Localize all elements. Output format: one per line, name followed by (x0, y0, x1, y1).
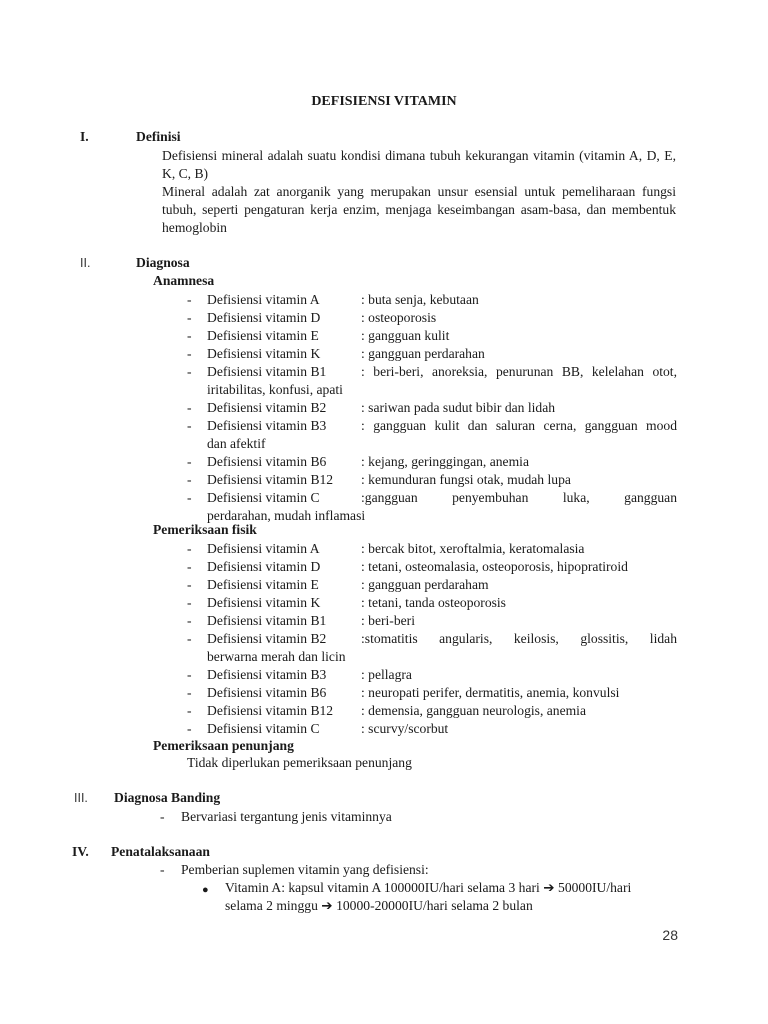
list-item (187, 417, 677, 451)
bullet-icon: ● (202, 884, 209, 896)
deficiency-description-continued: iritabilitas, konfusi, apati (207, 382, 343, 397)
list-item (187, 453, 677, 471)
vitamin-name: Defisiensi vitamin A (207, 292, 320, 307)
section-3-text: Bervariasi tergantung jenis vitaminnya (181, 809, 392, 824)
deficiency-description: : beri-beri, anoreksia, penurunan BB, kelelahan otot, (361, 364, 677, 379)
deficiency-description: : scurvy/scorbut (361, 721, 449, 736)
definition-paragraph-1: Defisiensi mineral adalah suatu kondisi dimana tubuh kekurangan vitamin (vitamin A, D, E, K, C, B) (162, 148, 676, 181)
vitamin-name: Defisiensi vitamin B6 (207, 685, 327, 700)
deficiency-description-continued: perdarahan, mudah inflamasi (207, 508, 366, 523)
deficiency-description: : demensia, gangguan neurologis, anemia (361, 703, 586, 718)
list-item (187, 666, 677, 684)
list-item (187, 594, 677, 612)
vitamin-name: Defisiensi vitamin C (207, 721, 320, 736)
list-item (187, 540, 677, 558)
section-1-heading: Definisi (136, 129, 181, 144)
pemeriksaan-penunjang-heading: Pemeriksaan penunjang (153, 738, 294, 753)
vitamin-name: Defisiensi vitamin B1 (207, 364, 327, 379)
deficiency-description: : kejang, geringgingan, anemia (361, 454, 529, 469)
deficiency-description: : gangguan perdarahan (361, 346, 485, 361)
list-dash: - (187, 472, 192, 487)
vitamin-name: Defisiensi vitamin B3 (207, 667, 327, 682)
list-item (187, 558, 677, 576)
vitamin-a-duration: selama 2 minggu (225, 898, 318, 913)
list-dash: - (187, 454, 192, 469)
vitamin-name: Defisiensi vitamin B2 (207, 631, 327, 646)
section-2-number: II. (80, 256, 91, 270)
deficiency-description: : osteoporosis (361, 310, 437, 325)
vitamin-name: Defisiensi vitamin B1 (207, 613, 327, 628)
arrow-right-icon: ➔ (543, 880, 555, 895)
list-dash: - (187, 559, 192, 574)
vitamin-name: Defisiensi vitamin D (207, 310, 321, 325)
list-item (187, 684, 677, 702)
list-dash: - (187, 577, 192, 592)
section-4-text: Pemberian suplemen vitamin yang defisiensi: (181, 862, 429, 877)
page-number: 28 (662, 927, 678, 943)
vitamin-name: Defisiensi vitamin E (207, 577, 319, 592)
list-item (187, 630, 677, 664)
vitamin-name: Defisiensi vitamin B6 (207, 454, 327, 469)
vitamin-name: Defisiensi vitamin K (207, 595, 321, 610)
list-dash: - (187, 364, 192, 379)
deficiency-description: : buta senja, kebutaan (361, 292, 479, 307)
list-item (187, 291, 677, 309)
vitamin-name: Defisiensi vitamin B12 (207, 703, 334, 718)
definition-paragraph-2: Mineral adalah zat anorganik yang merupakan unsur esensial untuk pemeliharaan fungsi tubuh, seperti pengaturan kerja enzim, menjaga keseimbangan asam-basa, dan membentuk hemoglobin (162, 184, 676, 235)
deficiency-description: : gangguan kulit (361, 328, 450, 343)
vitamin-a-dose-1: Vitamin A: kapsul vitamin A 100000IU/hari selama 3 hari (225, 880, 540, 895)
list-dash: - (187, 721, 192, 736)
deficiency-description: : bercak bitot, xeroftalmia, keratomalasia (361, 541, 585, 556)
section-3-heading: Diagnosa Banding (114, 790, 221, 805)
deficiency-description: : beri-beri (361, 613, 415, 628)
section-4-heading: Penatalaksanaan (111, 844, 210, 859)
deficiency-description: :gangguan penyembuhan luka, gangguan (361, 490, 677, 505)
list-item (187, 702, 677, 720)
deficiency-description-continued: dan afektif (207, 436, 266, 451)
vitamin-a-line-2 (225, 898, 533, 914)
deficiency-description: : tetani, osteomalasia, osteoporosis, hipopratiroid (361, 559, 628, 574)
list-dash: - (187, 490, 192, 505)
vitamin-name: Defisiensi vitamin D (207, 559, 321, 574)
list-item (187, 471, 677, 489)
section-4-dash: - (160, 862, 165, 877)
list-item (187, 399, 677, 417)
deficiency-description: : gangguan kulit dan saluran cerna, gangguan mood (361, 418, 677, 433)
vitamin-a-dose-2: 50000IU/hari (558, 880, 632, 895)
deficiency-description: : pellagra (361, 667, 412, 682)
list-dash: - (187, 667, 192, 682)
anamnesa-heading: Anamnesa (153, 273, 215, 288)
deficiency-description-continued: berwarna merah dan licin (207, 649, 346, 664)
list-dash: - (187, 631, 192, 646)
vitamin-name: Defisiensi vitamin K (207, 346, 321, 361)
list-dash: - (187, 613, 192, 628)
deficiency-description: : kemunduran fungsi otak, mudah lupa (361, 472, 571, 487)
list-item (187, 489, 677, 523)
list-dash: - (187, 541, 192, 556)
section-4-number: IV. (72, 844, 89, 859)
vitamin-name: Defisiensi vitamin B2 (207, 400, 327, 415)
list-dash: - (187, 418, 192, 433)
list-dash: - (187, 685, 192, 700)
deficiency-description: :stomatitis angularis, keilosis, glossitis, lidah (361, 631, 677, 646)
deficiency-description: : neuropati perifer, dermatitis, anemia, konvulsi (361, 685, 620, 700)
list-dash: - (187, 400, 192, 415)
list-item (187, 576, 677, 594)
section-1-number: I. (80, 129, 89, 144)
list-dash: - (187, 703, 192, 718)
vitamin-name: Defisiensi vitamin B12 (207, 472, 334, 487)
vitamin-name: Defisiensi vitamin E (207, 328, 319, 343)
arrow-right-icon: ➔ (321, 898, 333, 913)
deficiency-description: : gangguan perdaraham (361, 577, 489, 592)
list-item (187, 309, 677, 327)
pemeriksaan-fisik-heading: Pemeriksaan fisik (153, 522, 257, 537)
pemeriksaan-penunjang-text: Tidak diperlukan pemeriksaan penunjang (187, 755, 412, 770)
document-title: DEFISIENSI VITAMIN (311, 94, 457, 109)
deficiency-description: : tetani, tanda osteoporosis (361, 595, 506, 610)
list-dash: - (187, 328, 192, 343)
vitamin-a-line-1 (225, 880, 631, 896)
list-dash: - (187, 310, 192, 325)
section-3-dash: - (160, 809, 165, 824)
list-item (187, 363, 677, 397)
section-3-number: III. (74, 791, 88, 805)
list-dash: - (187, 595, 192, 610)
list-item (187, 345, 677, 363)
deficiency-description: : sariwan pada sudut bibir dan lidah (361, 400, 556, 415)
list-item (187, 720, 677, 738)
list-dash: - (187, 292, 192, 307)
section-2-heading: Diagnosa (136, 255, 190, 270)
vitamin-name: Defisiensi vitamin C (207, 490, 320, 505)
list-item (187, 612, 677, 630)
vitamin-name: Defisiensi vitamin B3 (207, 418, 327, 433)
list-dash: - (187, 346, 192, 361)
list-item (187, 327, 677, 345)
vitamin-a-dose-3: 10000-20000IU/hari selama 2 bulan (336, 898, 533, 913)
vitamin-name: Defisiensi vitamin A (207, 541, 320, 556)
